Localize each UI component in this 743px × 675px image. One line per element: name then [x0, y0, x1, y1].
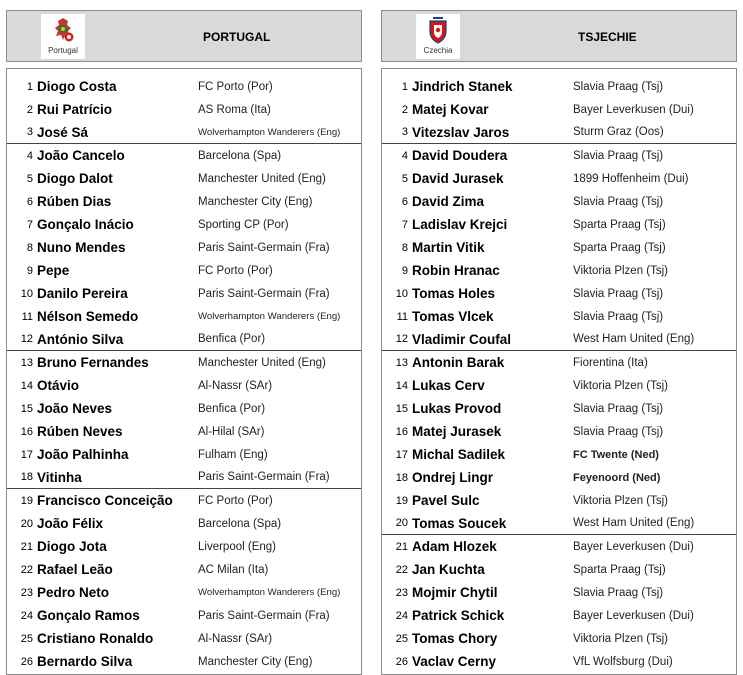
player-club: Fiorentina (Ita)	[573, 356, 648, 369]
player-row	[382, 259, 736, 282]
player-row	[7, 627, 361, 650]
player-row	[382, 604, 736, 627]
player-number: 24	[395, 609, 408, 622]
player-name: Ladislav Krejci	[412, 217, 508, 232]
player-name: João Cancelo	[37, 148, 125, 163]
player-row	[7, 98, 361, 121]
player-club: AC Milan (Ita)	[198, 563, 269, 576]
player-name: Nuno Mendes	[37, 240, 126, 255]
portugal-panel	[6, 0, 362, 675]
player-number: 26	[395, 655, 408, 668]
player-number: 24	[20, 609, 33, 622]
player-club: Slavia Praag (Tsj)	[573, 195, 664, 208]
player-number: 1	[401, 80, 408, 93]
player-club: Feyenoord (Ned)	[573, 471, 661, 484]
player-club: Manchester City (Eng)	[198, 655, 313, 668]
player-name: José Sá	[37, 124, 89, 140]
player-number: 3	[26, 126, 33, 138]
player-club: Paris Saint-Germain (Fra)	[198, 287, 330, 300]
player-name: António Silva	[37, 331, 124, 347]
player-name: Diogo Jota	[37, 539, 107, 554]
player-club: Wolverhampton Wanderers (Eng)	[198, 311, 341, 322]
player-number: 17	[20, 448, 33, 461]
player-club: Sturm Graz (Oos)	[573, 126, 664, 138]
player-number: 15	[395, 402, 408, 415]
czechia-panel	[381, 0, 737, 675]
player-row	[7, 351, 361, 374]
player-row	[7, 236, 361, 259]
player-row	[7, 167, 361, 190]
player-club: Paris Saint-Germain (Fra)	[198, 471, 330, 483]
player-name: Pepe	[37, 263, 70, 278]
player-number: 13	[20, 356, 33, 369]
player-name: Tomas Holes	[412, 286, 496, 301]
player-club: Slavia Praag (Tsj)	[573, 425, 664, 438]
player-name: Vitezslav Jaros	[412, 124, 510, 140]
player-number: 8	[26, 241, 33, 254]
player-name: João Neves	[37, 401, 113, 416]
portugal-header	[6, 10, 362, 62]
player-number: 2	[26, 103, 33, 116]
player-club: Viktoria Plzen (Tsj)	[573, 379, 669, 392]
player-row	[382, 581, 736, 604]
player-row	[7, 443, 361, 466]
player-row	[382, 98, 736, 121]
player-row	[7, 190, 361, 213]
player-club: Manchester City (Eng)	[198, 195, 313, 208]
player-name: Tomas Soucek	[412, 515, 507, 531]
player-name: Cristiano Ronaldo	[37, 631, 154, 646]
player-club: Viktoria Plzen (Tsj)	[573, 494, 669, 507]
portugal-title: PORTUGAL	[203, 30, 271, 44]
player-club: FC Porto (Por)	[198, 494, 273, 507]
player-name: Lukas Provod	[412, 401, 502, 416]
player-number: 19	[20, 494, 33, 507]
player-row	[382, 627, 736, 650]
player-number: 7	[26, 218, 33, 231]
player-number: 13	[395, 356, 408, 369]
player-row	[7, 558, 361, 581]
player-row	[382, 351, 736, 374]
player-name: Tomas Chory	[412, 631, 498, 646]
player-club: West Ham United (Eng)	[573, 517, 695, 529]
player-number: 18	[395, 471, 408, 484]
player-row	[382, 558, 736, 581]
player-row	[382, 121, 736, 144]
player-name: David Doudera	[412, 148, 508, 163]
player-name: Jindrich Stanek	[412, 79, 513, 94]
player-name: João Palhinha	[37, 447, 129, 462]
player-number: 7	[401, 218, 408, 231]
czechia-crest-icon	[425, 15, 451, 45]
player-name: Rúben Dias	[37, 194, 112, 209]
portugal-crest-icon	[50, 15, 76, 45]
player-name: Rafael Leão	[37, 562, 113, 577]
player-number: 17	[395, 448, 408, 461]
player-club: Slavia Praag (Tsj)	[573, 287, 664, 300]
player-row	[382, 213, 736, 236]
player-name: Vitinha	[37, 469, 82, 485]
player-number: 3	[401, 126, 408, 138]
player-number: 12	[20, 333, 33, 345]
player-name: Pavel Sulc	[412, 493, 480, 508]
czechia-crest	[416, 14, 460, 59]
player-club: Paris Saint-Germain (Fra)	[198, 609, 330, 622]
player-number: 5	[401, 172, 408, 185]
player-club: VfL Wolfsburg (Dui)	[573, 655, 673, 668]
player-club: Slavia Praag (Tsj)	[573, 586, 664, 599]
czechia-header	[381, 10, 737, 62]
player-club: Barcelona (Spa)	[198, 517, 282, 530]
player-club: Sparta Praag (Tsj)	[573, 218, 666, 231]
player-name: Otávio	[37, 378, 80, 393]
player-number: 14	[20, 379, 33, 392]
player-number: 20	[395, 517, 408, 529]
player-name: Diogo Dalot	[37, 171, 113, 186]
player-row	[382, 167, 736, 190]
player-name: Adam Hlozek	[412, 539, 497, 554]
player-club: Sparta Praag (Tsj)	[573, 563, 666, 576]
player-row	[382, 466, 736, 489]
player-row	[7, 144, 361, 167]
player-number: 4	[401, 149, 408, 162]
player-number: 21	[395, 540, 408, 553]
player-name: Ondrej Lingr	[412, 470, 493, 485]
player-number: 6	[26, 195, 33, 208]
player-name: Matej Kovar	[412, 102, 489, 117]
player-club: Slavia Praag (Tsj)	[573, 310, 664, 323]
player-club: Sparta Praag (Tsj)	[573, 241, 666, 254]
player-row	[7, 650, 361, 673]
player-club: Bayer Leverkusen (Dui)	[573, 540, 694, 553]
player-number: 21	[20, 540, 33, 553]
player-name: Bruno Fernandes	[37, 355, 149, 370]
player-number: 11	[21, 310, 33, 323]
player-row	[382, 328, 736, 351]
player-name: Martin Vitik	[412, 240, 485, 255]
player-club: Bayer Leverkusen (Dui)	[573, 609, 694, 622]
player-club: Al-Hilal (SAr)	[198, 425, 265, 438]
czechia-crest-label: Czechia	[423, 46, 453, 55]
player-club: Barcelona (Spa)	[198, 149, 282, 162]
player-number: 16	[20, 425, 33, 438]
player-number: 22	[395, 563, 408, 576]
player-number: 6	[401, 195, 408, 208]
player-number: 25	[395, 632, 408, 645]
player-club: Fulham (Eng)	[198, 448, 268, 461]
player-row	[7, 282, 361, 305]
player-number: 26	[20, 655, 33, 668]
player-number: 20	[20, 517, 33, 530]
player-row	[7, 305, 361, 328]
player-name: Rúben Neves	[37, 424, 123, 439]
player-number: 12	[395, 333, 408, 345]
player-club: Slavia Praag (Tsj)	[573, 149, 664, 162]
player-club: Benfica (Por)	[198, 402, 266, 415]
player-number: 4	[26, 149, 33, 162]
player-row	[382, 75, 736, 98]
player-number: 14	[395, 379, 408, 392]
player-club: FC Porto (Por)	[198, 264, 273, 277]
player-row	[7, 213, 361, 236]
player-number: 25	[20, 632, 33, 645]
player-number: 16	[395, 425, 408, 438]
player-club: Bayer Leverkusen (Dui)	[573, 103, 694, 116]
player-row	[7, 75, 361, 98]
player-club: Manchester United (Eng)	[198, 172, 326, 185]
player-row	[7, 259, 361, 282]
player-row	[382, 144, 736, 167]
player-name: Francisco Conceição	[37, 493, 173, 508]
player-row	[382, 512, 736, 535]
player-club: West Ham United (Eng)	[573, 333, 695, 345]
player-row	[382, 190, 736, 213]
player-club: AS Roma (Ita)	[198, 103, 271, 116]
portugal-roster	[6, 68, 362, 675]
player-name: Diogo Costa	[37, 79, 117, 94]
portugal-crest-label: Portugal	[48, 46, 78, 55]
player-number: 10	[20, 287, 33, 300]
player-name: Patrick Schick	[412, 608, 505, 623]
player-name: Mojmir Chytil	[412, 585, 498, 600]
player-row	[7, 489, 361, 512]
player-club: FC Porto (Por)	[198, 80, 273, 93]
player-name: Michal Sadilek	[412, 447, 506, 462]
player-club: Slavia Praag (Tsj)	[573, 402, 664, 415]
player-name: Antonin Barak	[412, 355, 505, 370]
player-number: 18	[20, 471, 33, 483]
player-row	[382, 420, 736, 443]
player-name: Gonçalo Inácio	[37, 217, 134, 232]
player-name: Lukas Cerv	[412, 378, 485, 393]
player-number: 2	[401, 103, 408, 116]
player-name: David Jurasek	[412, 171, 504, 186]
player-number: 9	[26, 264, 33, 277]
player-club: Benfica (Por)	[198, 333, 266, 345]
player-number: 5	[26, 172, 33, 185]
player-name: Pedro Neto	[37, 585, 110, 600]
player-row	[7, 581, 361, 604]
portugal-crest	[41, 14, 85, 59]
player-number: 8	[401, 241, 408, 254]
player-club: Sporting CP (Por)	[198, 218, 289, 231]
player-row	[7, 328, 361, 351]
player-number: 23	[395, 586, 408, 599]
player-name: Rui Patrício	[37, 102, 113, 117]
player-number: 15	[20, 402, 33, 415]
player-number: 22	[20, 563, 33, 576]
player-row	[382, 489, 736, 512]
player-name: Nélson Semedo	[37, 309, 139, 324]
player-row	[382, 305, 736, 328]
player-row	[7, 535, 361, 558]
czechia-roster	[381, 68, 737, 675]
player-club: 1899 Hoffenheim (Dui)	[573, 172, 689, 185]
player-name: João Félix	[37, 516, 104, 531]
player-club: Slavia Praag (Tsj)	[573, 80, 664, 93]
player-row	[7, 466, 361, 489]
player-number: 1	[26, 80, 33, 93]
player-club: FC Twente (Ned)	[573, 448, 659, 461]
player-row	[382, 650, 736, 673]
player-row	[382, 236, 736, 259]
player-row	[7, 604, 361, 627]
player-club: Al-Nassr (SAr)	[198, 379, 273, 392]
player-number: 23	[20, 586, 33, 599]
player-row	[382, 397, 736, 420]
player-club: Paris Saint-Germain (Fra)	[198, 241, 330, 254]
player-club: Viktoria Plzen (Tsj)	[573, 632, 669, 645]
player-name: Bernardo Silva	[37, 654, 133, 669]
player-number: 10	[395, 287, 408, 300]
player-name: Danilo Pereira	[37, 286, 128, 301]
player-name: Robin Hranac	[412, 263, 500, 278]
player-row	[7, 374, 361, 397]
player-club: Viktoria Plzen (Tsj)	[573, 264, 669, 277]
player-row	[382, 443, 736, 466]
player-number: 19	[395, 494, 408, 507]
player-name: Gonçalo Ramos	[37, 608, 140, 623]
player-name: David Zima	[412, 194, 485, 209]
player-number: 9	[401, 264, 408, 277]
player-club: Liverpool (Eng)	[198, 540, 276, 553]
player-row	[7, 512, 361, 535]
player-row	[7, 121, 361, 144]
player-club: Wolverhampton Wanderers (Eng)	[198, 587, 341, 598]
player-row	[382, 535, 736, 558]
player-name: Vladimir Coufal	[412, 331, 512, 347]
player-row	[7, 420, 361, 443]
player-name: Jan Kuchta	[412, 562, 485, 577]
player-club: Wolverhampton Wanderers (Eng)	[198, 126, 341, 138]
player-name: Tomas Vlcek	[412, 309, 494, 324]
player-row	[382, 282, 736, 305]
player-row	[382, 374, 736, 397]
player-club: Manchester United (Eng)	[198, 356, 326, 369]
player-number: 11	[396, 310, 408, 323]
player-name: Vaclav Cerny	[412, 654, 497, 669]
player-club: Al-Nassr (SAr)	[198, 632, 273, 645]
player-row	[7, 397, 361, 420]
czechia-title: TSJECHIE	[578, 30, 637, 44]
player-name: Matej Jurasek	[412, 424, 502, 439]
